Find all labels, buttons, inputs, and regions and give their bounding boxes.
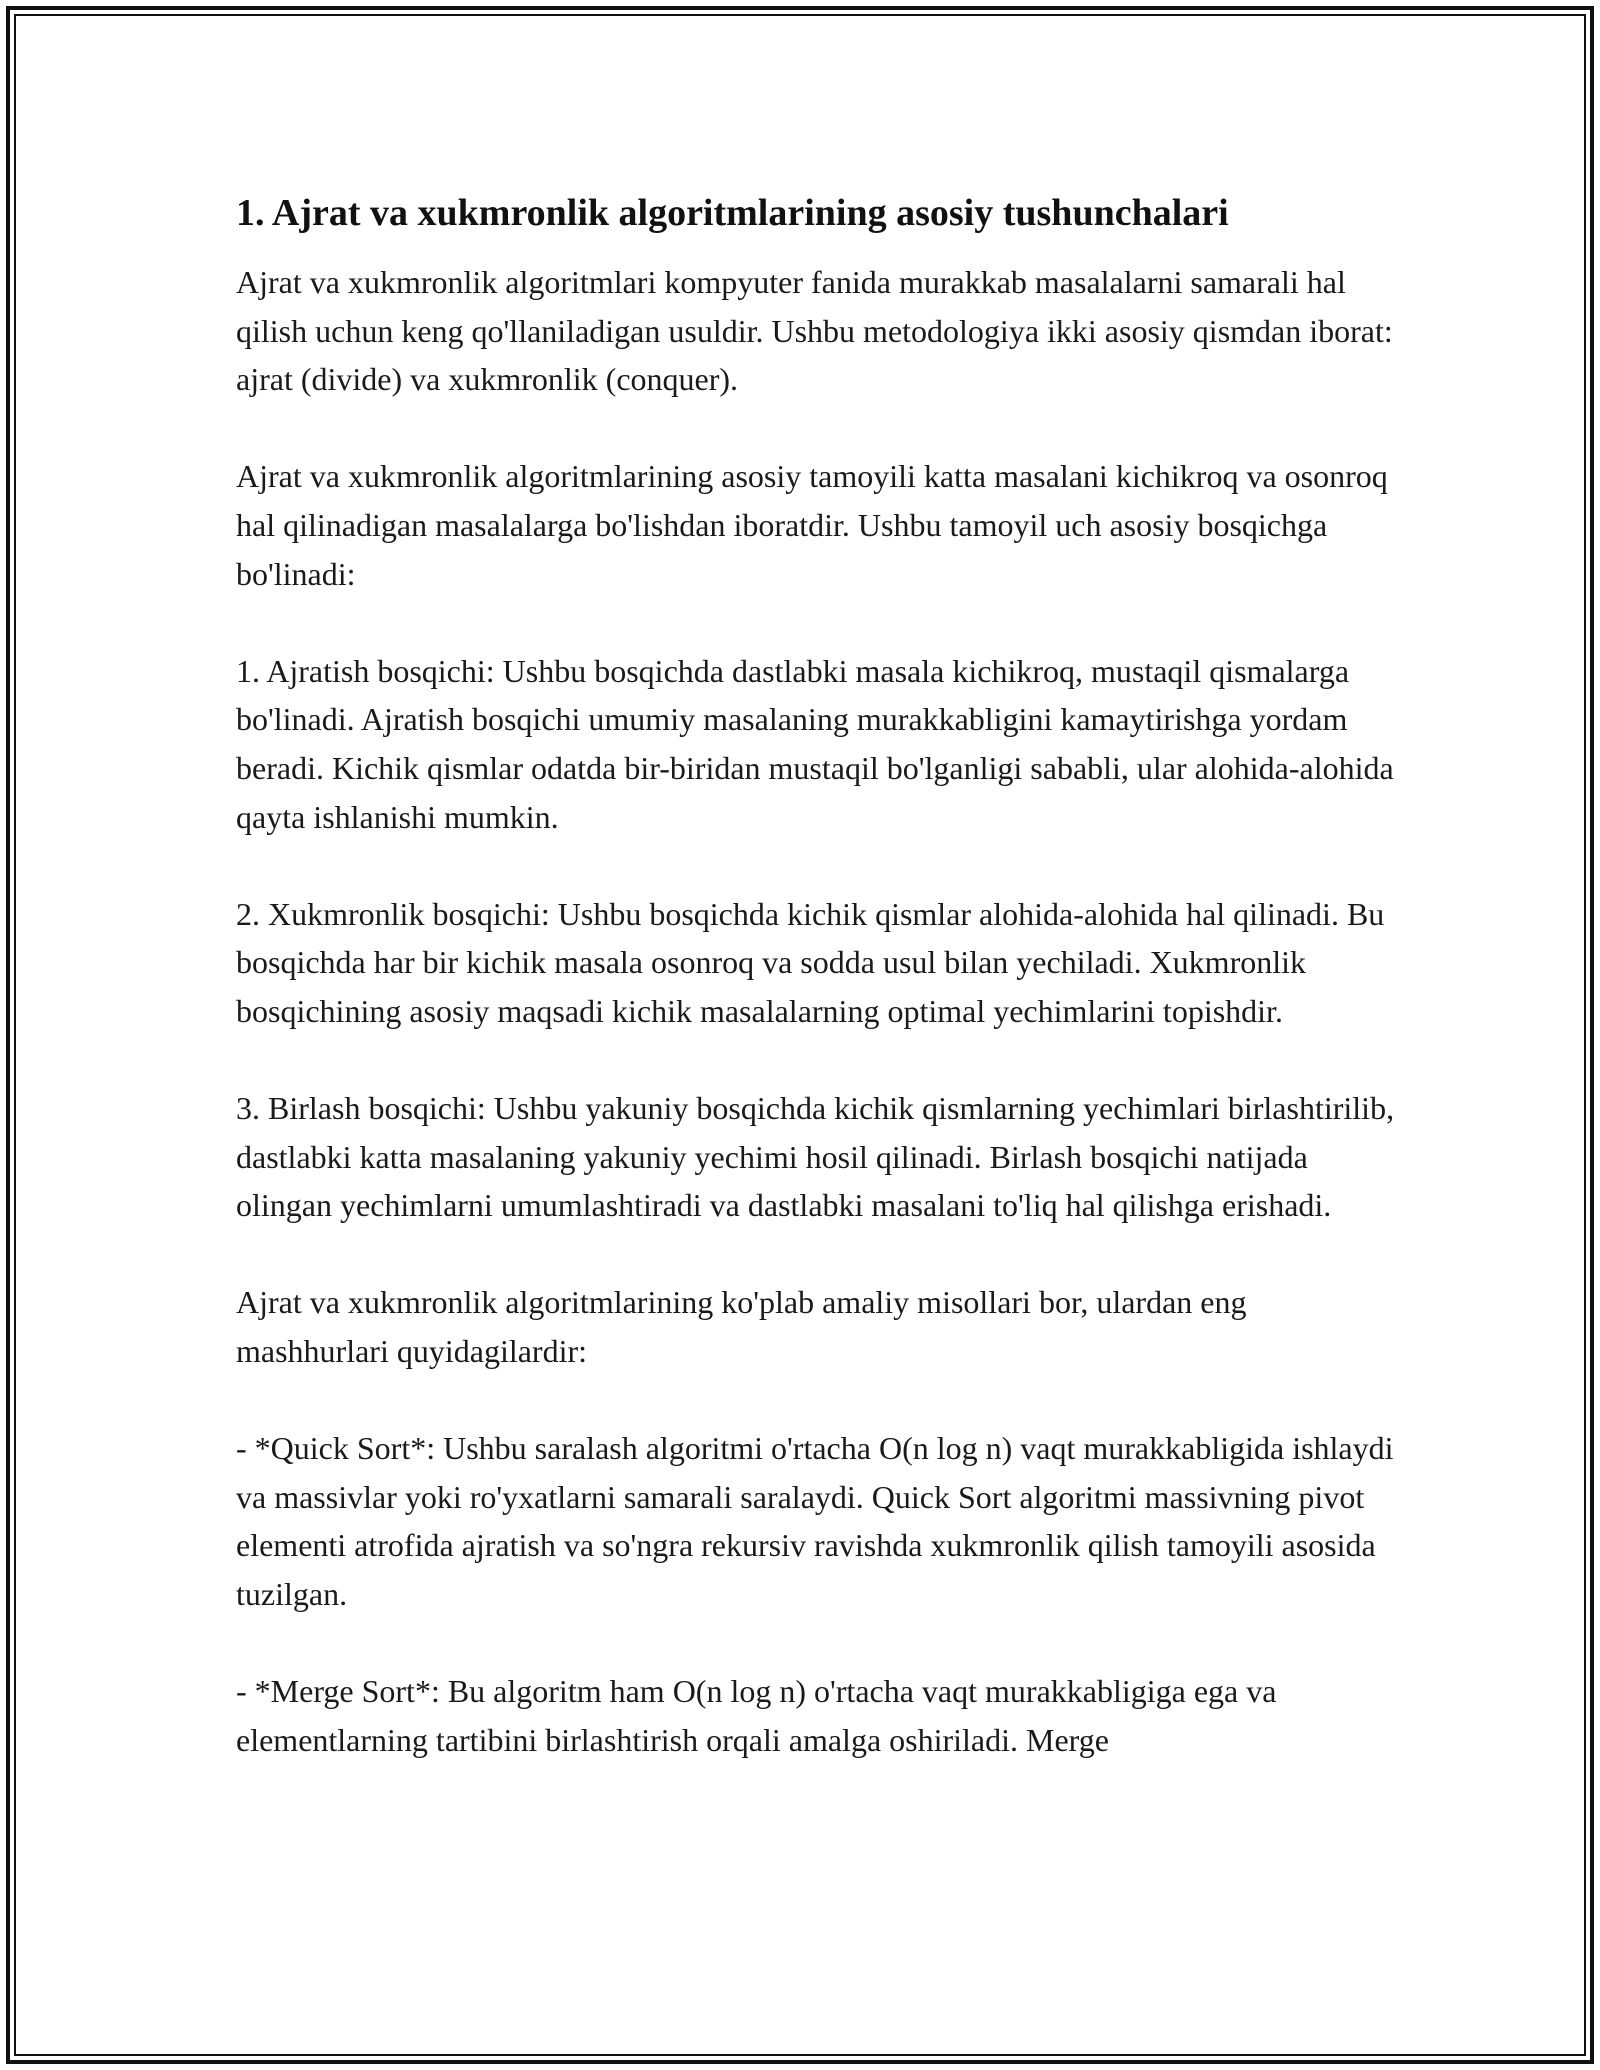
list-item-merge-sort: - *Merge Sort*: Bu algoritm ham O(n log n) o'rtacha vaqt murakkabligiga ega va elementlarning tartibini birlashtirish orqali amalga oshiriladi. Merge <box>236 1673 1277 1758</box>
paragraph-examples-intro: Ajrat va xukmronlik algoritmlarining ko'plab amaliy misollari bor, ulardan eng mashhurlari quyidagilardir: <box>236 1284 1247 1370</box>
section-heading: 1. Ajrat va xukmronlik algoritmlarining asosiy tushunchalari <box>236 192 1229 234</box>
paragraph-step-combine: 3. Birlash bosqichi: Ushbu yakuniy bosqichda kichik qismlarning yechimlari birlashtirilib, dastlabki katta masalaning yakuniy yechimi hosil qilinadi. Birlash bosqichi natijada olingan yechimlarni umumlashtiradi va dastlabki masalani to'liq hal qilishga erishadi. <box>236 1090 1395 1224</box>
paragraph-principle: Ajrat va xukmronlik algoritmlarining asosiy tamoyili katta masalani kichikroq va osonroq hal qilinadigan masalalarga bo'lishdan iboratdir. Ushbu tamoyil uch asosiy bosqichga bo'linadi: <box>236 458 1388 592</box>
paragraph-intro: Ajrat va xukmronlik algoritmlari kompyuter fanida murakkab masalalarni samarali hal qilish uchun keng qo'llaniladigan usuldir. Ushbu metodologiya ikki asosiy qismdan iborat: ajrat (divide) va xukmronlik (conquer). <box>236 264 1393 398</box>
paragraph-step-divide: 1. Ajratish bosqichi: Ushbu bosqichda dastlabki masala kichikroq, mustaqil qismalarga bo'linadi. Ajratish bosqichi umumiy masalaning murakkabligini kamaytirishga yordam beradi. Kichik qismlar odatda bir-biridan mustaqil bo'lganligi sababli, ular alohida-alohida qayta ishlanishi mumkin. <box>236 652 1394 835</box>
list-item-quick-sort: - *Quick Sort*: Ushbu saralash algoritmi o'rtacha O(n log n) vaqt murakkabligida ishlaydi va massivlar yoki ro'yxatlarni samarali saralaydi. Quick Sort algoritmi massivning pivot elementi atrofida ajratish va so'ngra rekursiv ravishda xukmronlik qilish tamoyili asosida tuzilgan. <box>236 1430 1394 1613</box>
document-body <box>236 186 1396 1813</box>
paragraph-step-conquer: 2. Xukmronlik bosqichi: Ushbu bosqichda kichik qismlar alohida-alohida hal qilinadi. Bu bosqichda har bir kichik masala osonroq va sodda usul bilan yechiladi. Xukmronlik bosqichining asosiy maqsadi kichik masalalarning optimal yechimlarini topishdir. <box>236 895 1385 1029</box>
